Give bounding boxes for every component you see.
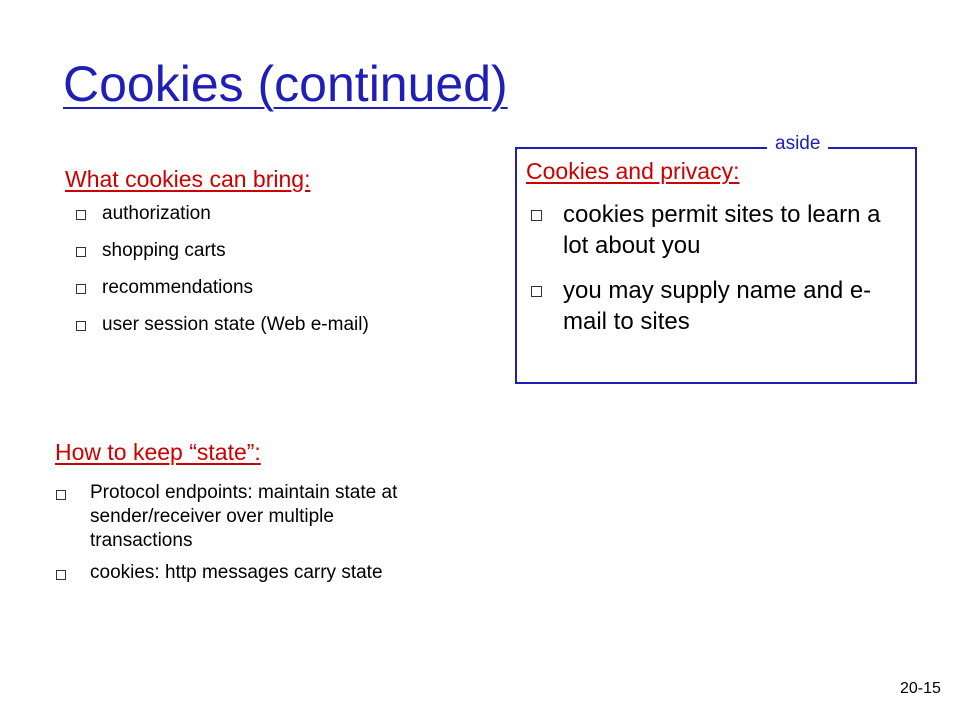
state-list	[56, 481, 440, 593]
list-item-text: cookies permit sites to learn a lot about you	[563, 201, 881, 259]
privacy-heading: Cookies and privacy:	[526, 158, 740, 184]
list-item-text: Protocol endpoints: maintain state at sender/receiver over multiple transactions	[90, 482, 398, 551]
list-item	[76, 313, 416, 336]
list-item-text: recommendations	[102, 277, 254, 298]
bring-list	[76, 202, 416, 350]
square-bullet-icon	[531, 210, 542, 221]
aside-label: aside	[767, 132, 828, 156]
square-bullet-icon	[56, 490, 66, 500]
list-item-text: cookies: http messages carry state	[90, 562, 383, 583]
list-item-text: shopping carts	[102, 240, 226, 261]
list-item	[56, 561, 440, 585]
privacy-list	[531, 199, 911, 351]
list-item-text: you may supply name and e-mail to sites	[563, 277, 872, 335]
square-bullet-icon	[531, 286, 542, 297]
slide-title: Cookies (continued)	[63, 56, 508, 112]
square-bullet-icon	[76, 321, 86, 331]
list-item-text: user session state (Web e-mail)	[102, 314, 369, 335]
square-bullet-icon	[76, 210, 86, 220]
list-item-text: authorization	[102, 203, 211, 224]
list-item	[76, 202, 416, 225]
list-item	[56, 481, 440, 553]
slide-number: 20-15	[900, 680, 941, 697]
list-item	[531, 199, 911, 261]
list-item	[531, 275, 911, 337]
square-bullet-icon	[76, 284, 86, 294]
list-item	[76, 239, 416, 262]
state-heading: How to keep “state”:	[55, 439, 261, 465]
list-item	[76, 276, 416, 299]
square-bullet-icon	[56, 570, 66, 580]
square-bullet-icon	[76, 247, 86, 257]
bring-heading: What cookies can bring:	[65, 166, 311, 192]
